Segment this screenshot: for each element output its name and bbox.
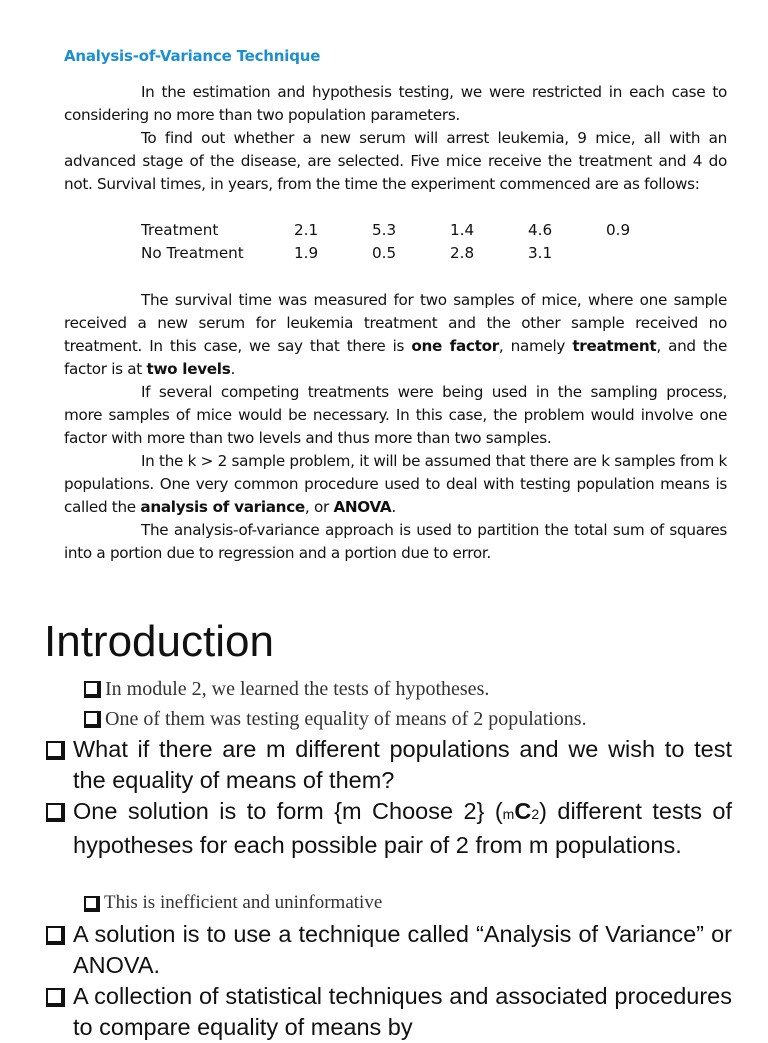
table-row <box>141 242 684 265</box>
paragraph-2: To find out whether a new serum will arrest leukemia, 9 mice, all with an advanced stage of the disease, are selected. Five mice receive the treatment and 4 do not. Survival times, in years, from the time the experiment commenced are as follows: <box>64 129 727 193</box>
survival-data-table <box>141 219 684 265</box>
table-cell: 4.6 <box>528 221 553 239</box>
table-cell: 0.5 <box>372 244 397 262</box>
row-label: No Treatment <box>141 244 244 262</box>
table-cell: 2.1 <box>294 221 319 239</box>
table-cell: 5.3 <box>372 221 397 239</box>
list-item: A collection of statistical techniques and associated procedures to compare equality of means by <box>46 981 732 1043</box>
table-cell: 1.9 <box>294 244 319 262</box>
table-cell: 3.1 <box>528 244 553 262</box>
list-item: In module 2, we learned the tests of hypotheses. <box>84 676 734 702</box>
paragraph-5: In the k > 2 sample problem, it will be assumed that there are k samples from k populations. One very common procedure used to deal with testing population means is called the analysis of variance, or ANOVA. <box>64 452 727 516</box>
list-item: One of them was testing equality of means of 2 populations. <box>84 706 734 732</box>
paragraph-6: The analysis-of-variance approach is used to partition the total sum of squares into a portion due to regression and a portion due to error. <box>64 521 727 562</box>
paragraph-1: In the estimation and hypothesis testing, we were restricted in each case to considering no more than two population parameters. <box>64 83 727 124</box>
table-cell: 1.4 <box>450 221 475 239</box>
checkbox-bullet-icon <box>84 711 99 726</box>
paragraph-3: The survival time was measured for two samples of mice, where one sample received a new serum for leukemia treatment and the other sample received no treatment. In this case, we say that there is one factor, namely treatment, and the factor is at two levels. <box>64 291 727 378</box>
row-label: Treatment <box>141 221 219 239</box>
section-heading: Analysis-of-Variance Technique <box>64 47 321 65</box>
table-cell: 2.8 <box>450 244 475 262</box>
checkbox-bullet-icon <box>46 803 63 820</box>
list-item: This is inefficient and uninformative <box>84 890 734 916</box>
table-cell: 0.9 <box>606 221 631 239</box>
checkbox-bullet-icon <box>46 741 63 758</box>
table-row <box>141 219 684 242</box>
checkbox-bullet-icon <box>84 896 98 910</box>
checkbox-bullet-icon <box>84 681 99 696</box>
paragraph-4: If several competing treatments were being used in the sampling process, more samples of mice would be necessary. In this case, the problem would involve one factor with more than two levels and thus more than two samples. <box>64 383 727 447</box>
checkbox-bullet-icon <box>46 926 63 943</box>
list-item: What if there are m different populations and we wish to test the equality of means of them? <box>46 734 732 796</box>
list-item: A solution is to use a technique called “Analysis of Variance” or ANOVA. <box>46 919 732 981</box>
checkbox-bullet-icon <box>46 988 63 1005</box>
slide-title: Introduction <box>44 617 274 666</box>
list-item: One solution is to form {m Choose 2} (mC2) different tests of hypotheses for each possible pair of 2 from m populations. <box>46 796 732 861</box>
table-cell <box>606 242 684 265</box>
